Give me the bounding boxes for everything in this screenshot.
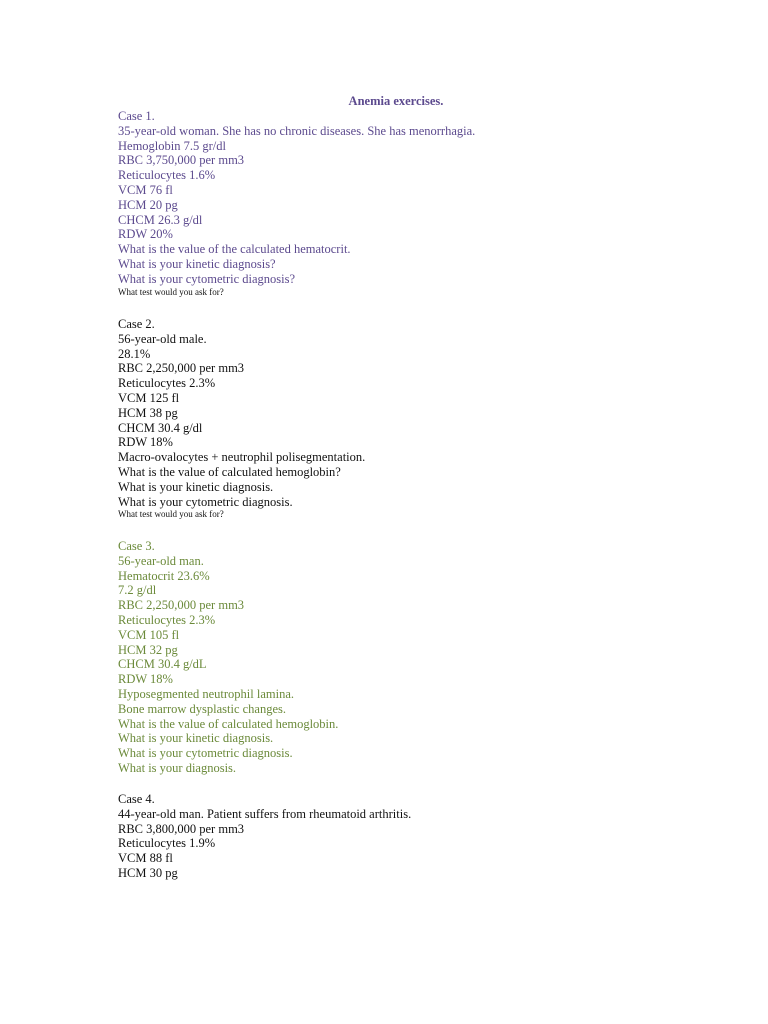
- case-2-question-hemoglobin: What is the value of calculated hemoglobin?: [118, 464, 341, 479]
- case-2-question-test: What test would you ask for?: [118, 509, 224, 520]
- case-3-rbc: RBC 2,250,000 per mm3: [118, 598, 245, 613]
- case-1-question-test: What test would you ask for?: [118, 286, 224, 297]
- case-1-hemoglobin: Hemoglobin 7.5 gr/dl: [118, 138, 226, 153]
- case-1-patient: 35-year-old woman. She has no chronic diseases. She has menorrhagia.: [118, 123, 476, 138]
- case-3-rdw: RDW 18%: [118, 672, 173, 687]
- case-4-rbc: RBC 3,800,000 per mm3: [118, 821, 245, 836]
- case-2-rbc: RBC 2,250,000 per mm3: [118, 361, 245, 376]
- case-2-rdw: RDW 18%: [118, 435, 173, 450]
- case-1-vcm: VCM 76 fl: [118, 182, 173, 197]
- case-1-question-hematocrit: What is the value of the calculated hematocrit.: [118, 242, 351, 257]
- case-2-vcm: VCM 125 fl: [118, 390, 180, 405]
- case-4-patient: 44-year-old man. Patient suffers from rheumatoid arthritis.: [118, 806, 412, 821]
- case-1: [118, 109, 718, 297]
- case-1-hcm: HCM 20 pg: [118, 197, 178, 212]
- case-3-question-kinetic: What is your kinetic diagnosis.: [118, 731, 274, 746]
- case-4-reticulocytes: Reticulocytes 1.9%: [118, 836, 216, 851]
- case-3-chcm: CHCM 30.4 g/dL: [118, 657, 207, 672]
- case-3-reticulocytes: Reticulocytes 2.3%: [118, 612, 216, 627]
- case-3-hcm: HCM 32 pg: [118, 642, 178, 657]
- case-3-question-diagnosis: What is your diagnosis.: [118, 760, 237, 775]
- case-2: [118, 317, 718, 519]
- case-1-rdw: RDW 20%: [118, 227, 173, 242]
- case-3-hemoglobin: 7.2 g/dl: [118, 583, 157, 598]
- case-2-hcm: HCM 38 pg: [118, 405, 178, 420]
- case-1-question-kinetic: What is your kinetic diagnosis?: [118, 256, 276, 271]
- case-3-heading: Case 3.: [118, 539, 155, 553]
- case-3-neutrophil: Hyposegmented neutrophil lamina.: [118, 686, 295, 701]
- case-2-chcm: CHCM 30.4 g/dl: [118, 420, 203, 435]
- case-2-question-kinetic: What is your kinetic diagnosis.: [118, 479, 274, 494]
- case-4-vcm: VCM 88 fl: [118, 851, 173, 866]
- case-1-heading: Case 1.: [118, 109, 155, 123]
- case-3-bone-marrow: Bone marrow dysplastic changes.: [118, 701, 287, 716]
- case-4: [118, 792, 718, 881]
- case-4-hcm: HCM 30 pg: [118, 865, 178, 880]
- case-2-patient: 56-year-old male.: [118, 331, 207, 346]
- case-2-reticulocytes: Reticulocytes 2.3%: [118, 376, 216, 391]
- case-1-reticulocytes: Reticulocytes 1.6%: [118, 168, 216, 183]
- document-title: Anemia exercises.: [348, 94, 444, 108]
- case-3-hematocrit: Hematocrit 23.6%: [118, 568, 210, 583]
- case-1-chcm: CHCM 26.3 g/dl: [118, 212, 203, 227]
- case-1-rbc: RBC 3,750,000 per mm3: [118, 153, 245, 168]
- case-1-question-cytometric: What is your cytometric diagnosis?: [118, 271, 296, 286]
- case-4-heading: Case 4.: [118, 792, 155, 806]
- case-3-question-cytometric: What is your cytometric diagnosis.: [118, 746, 293, 761]
- case-3-question-hemoglobin: What is the value of calculated hemoglobin.: [118, 716, 339, 731]
- case-2-hematocrit: 28.1%: [118, 346, 151, 361]
- case-2-heading: Case 2.: [118, 317, 155, 331]
- case-3: [118, 539, 718, 776]
- case-2-morphology: Macro-ovalocytes + neutrophil polisegmentation.: [118, 450, 366, 465]
- case-3-patient: 56-year-old man.: [118, 553, 204, 568]
- case-3-vcm: VCM 105 fl: [118, 627, 180, 642]
- case-2-question-cytometric: What is your cytometric diagnosis.: [118, 494, 293, 509]
